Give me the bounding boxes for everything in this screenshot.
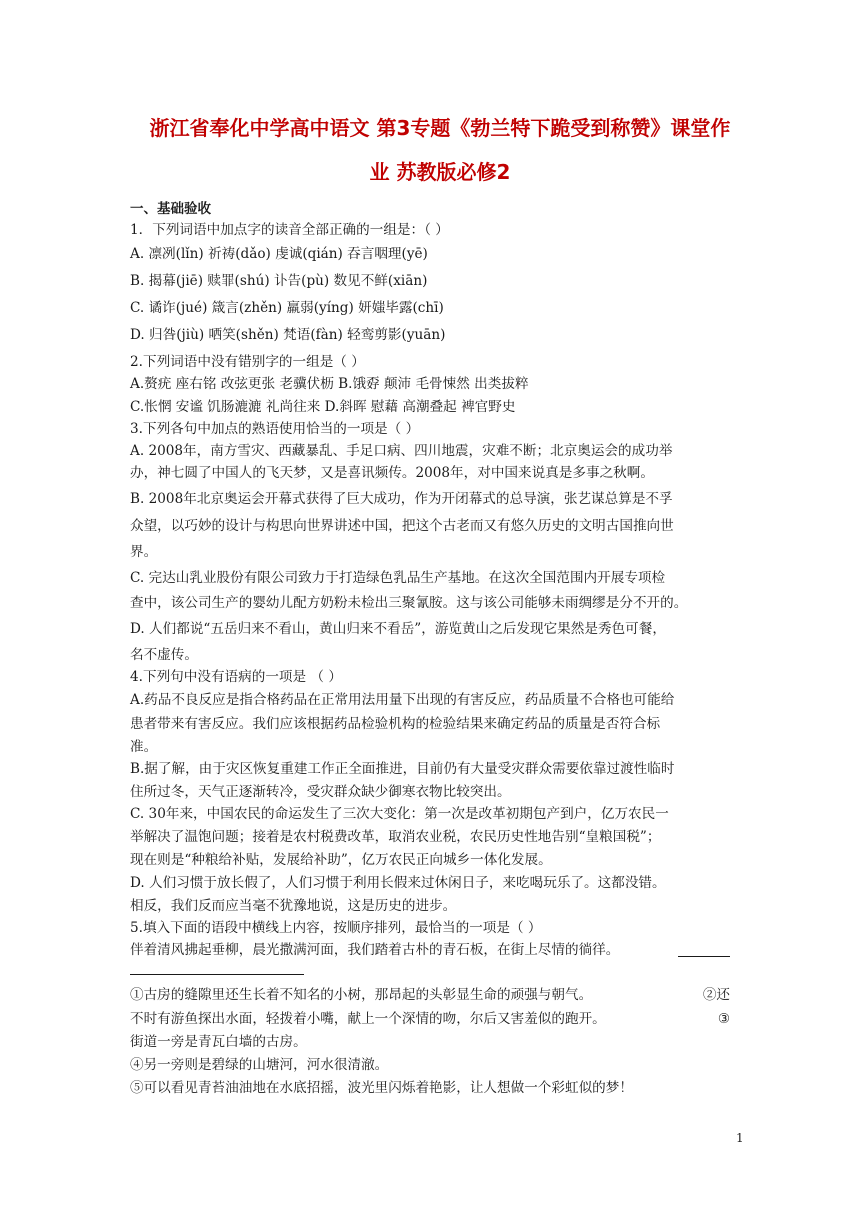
q4-a-line-2: 患者带来有害反应。我们应该根据药品检验机构的检验结果来确定药品的质量是否符合标 bbox=[130, 716, 661, 732]
q5-passage: 伴着清风拂起垂柳，晨光撒满河面，我们踏着古朴的青石板，在街上尽情的徜徉。 bbox=[130, 942, 620, 958]
footnote-line-1-tail: ②还 bbox=[702, 987, 730, 1003]
page-title-line-1: 浙江省奉化中学高中语文 第3专题《勃兰特下跪受到称赞》课堂作 bbox=[149, 116, 731, 140]
q2-options-ab: A.赘疣 座右铭 改弦更张 老骥伏枥 B.饿孬 颠沛 毛骨悚然 出类拔粹 bbox=[130, 376, 529, 392]
q1-option-d: D. 归咎(jiù) 哂笑(shěn) 梵语(fàn) 轻鸾剪影(yuān) bbox=[130, 327, 446, 343]
q4-d-line-1: D. 人们习惯于放长假了，人们习惯于利用长假来过休闲日子，来吃喝玩乐了。这都没错。 bbox=[130, 875, 666, 891]
q4-c-line-2: 举解决了温饱问题；接着是农村税费改革，取消农业税，农民历史性地告别“皇粮国税”； bbox=[130, 829, 661, 845]
q1-option-c: C. 谲诈(jué) 箴言(zhěn) 羸弱(yíng) 妍媸毕露(chī) bbox=[130, 300, 444, 316]
question-1: 1．下列词语中加点字的读音全部正确的一组是：（ ） bbox=[130, 222, 449, 238]
q3-d-line-1: D. 人们都说“五岳归来不看山，黄山归来不看岳”，游览黄山之后发现它果然是秀色可餐， bbox=[130, 621, 666, 637]
q4-a-line-1: A.药品不良反应是指合格药品在正常用法用量下出现的有害反应，药品质量不合格也可能给 bbox=[130, 692, 675, 708]
footnote-line-3: 街道一旁是青瓦白墙的古房。 bbox=[130, 1034, 307, 1050]
q4-b-line-1: B.据了解，由于灾区恢复重建工作正全面推进，目前仍有大量受灾群众需要依靠过渡性临时 bbox=[130, 761, 675, 777]
q4-a-line-3: 准。 bbox=[130, 739, 158, 755]
page-title-line-2: 业 苏教版必修2 bbox=[369, 160, 511, 184]
question-4: 4.下列句中没有语病的一项是 （ ） bbox=[130, 669, 342, 685]
footnote-line-5: ⑤可以看见青苔油油地在水底招摇，波光里闪烁着艳影，让人想做一个彩虹似的梦！ bbox=[130, 1080, 633, 1096]
question-5: 5.填入下面的语段中横线上内容，按顺序排列，最恰当的一项是（ ） bbox=[130, 920, 542, 936]
q3-d-line-2: 名不虚传。 bbox=[130, 647, 198, 663]
footnote-divider bbox=[130, 974, 304, 975]
section-heading: 一、基础验收 bbox=[130, 201, 211, 217]
footnote-line-2: 不时有游鱼探出水面，轻拨着小嘴，献上一个深情的吻，尔后又害羞似的跑开。 bbox=[130, 1011, 606, 1027]
footnote-line-4: ④另一旁则是碧绿的山塘河，河水很清澈。 bbox=[130, 1057, 389, 1073]
q3-b-line-1: B. 2008年北京奥运会开幕式获得了巨大成功，作为开闭幕式的总导演，张艺谋总算是不孚 bbox=[130, 491, 673, 507]
q4-c-line-3: 现在则是“种粮给补贴，发展给补助”，亿万农民正向城乡一体化发展。 bbox=[130, 852, 552, 868]
q2-options-cd: C.怅惘 安谧 饥肠漉漉 礼尚往来 D.斜晖 慰藉 高潮叠起 裨官野史 bbox=[130, 399, 516, 415]
q4-d-line-2: 相反，我们反而应当毫不犹豫地说，这是历史的进步。 bbox=[130, 898, 457, 914]
q4-c-line-1: C. 30年来，中国农民的命运发生了三次大变化：第一次是改革初期包产到户，亿万农民一 bbox=[130, 806, 669, 822]
q3-a-line-1: A. 2008年，南方雪灾、西藏暴乱、手足口病、四川地震，灾难不断；北京奥运会的成功举 bbox=[130, 443, 673, 459]
footnote-line-1: ①古房的缝隙里还生长着不知名的小树，那昂起的头彰显生命的顽强与朝气。 bbox=[130, 987, 593, 1003]
q1-option-a: A. 凛冽(lǐn) 祈祷(dǎo) 虔诚(qián) 吞言咽理(yē) bbox=[130, 246, 428, 262]
q3-a-line-2: 办，神七圆了中国人的飞天梦，又是喜讯频传。2008年，对中国来说真是多事之秋啊。 bbox=[130, 465, 654, 481]
q3-c-line-2: 查中，该公司生产的婴幼儿配方奶粉未检出三聚氰胺。这与该公司能够未雨绸缪是分不开的。 bbox=[130, 595, 688, 611]
answer-blank bbox=[678, 956, 730, 957]
q4-b-line-2: 住所过冬，天气正逐渐转冷，受灾群众缺少御寒衣物比较突出。 bbox=[130, 784, 511, 800]
q3-b-line-2: 众望，以巧妙的设计与构思向世界讲述中国，把这个古老而又有悠久历史的文明古国推向世 bbox=[130, 518, 674, 534]
page-number: 1 bbox=[736, 1131, 744, 1145]
q3-c-line-1: C. 完达山乳业股份有限公司致力于打造绿色乳品生产基地。在这次全国范围内开展专项检 bbox=[130, 570, 666, 586]
question-3: 3.下列各句中加点的熟语使用恰当的一项是（ ） bbox=[130, 421, 420, 437]
footnote-line-2-tail: ③ bbox=[717, 1011, 730, 1027]
q1-option-b: B. 揭幕(jiē) 赎罪(shú) 讣告(pù) 数见不鲜(xiān) bbox=[130, 273, 428, 289]
question-2: 2.下列词语中没有错别字的一组是（ ） bbox=[130, 354, 365, 370]
q3-b-line-3: 界。 bbox=[130, 544, 158, 560]
